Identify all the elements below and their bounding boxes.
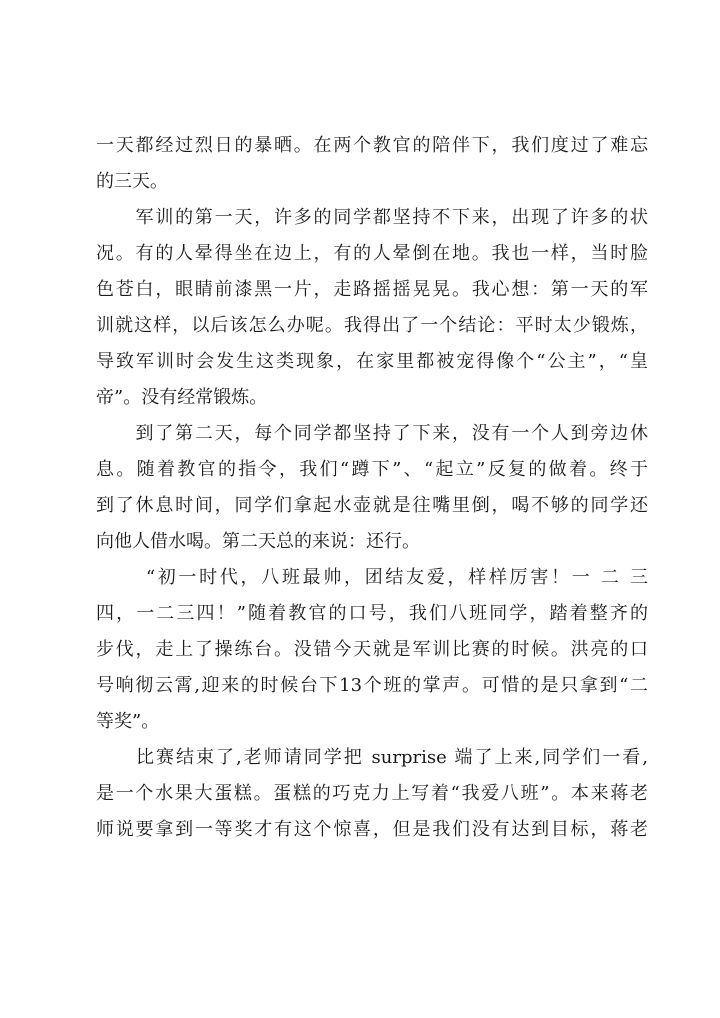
text-line: 是一个水果大蛋糕。蛋糕的巧克力上写着“我爱八班”。本来蒋老 (96, 783, 648, 804)
text-line: 况。有的人晕得坐在边上，有的人晕倒在地。我也一样，当时脸 (96, 243, 648, 264)
text-line: “初一时代，八班最帅，团结友爱，样样厉害！一 二 三 (96, 567, 648, 588)
essay-body (96, 128, 648, 848)
text-line: 比赛结束了,老师请同学把 surprise 端了上来,同学们一看, (96, 747, 648, 768)
text-line: 训就这样，以后该怎么办呢。我得出了一个结论：平时太少锻炼， (96, 315, 648, 336)
text-line: 军训的第一天，许多的同学都坚持不下来，出现了许多的状 (96, 207, 648, 228)
text-line: 一天都经过烈日的暴晒。在两个教官的陪伴下，我们度过了难忘 (96, 135, 648, 156)
text-line: 到了休息时间，同学们拿起水壶就是往嘴里倒，喝不够的同学还 (96, 495, 648, 516)
text-line: 号响彻云霄,迎来的时候台下13个班的掌声。可惜的是只拿到“二 (96, 675, 648, 696)
text-line: 帝”。没有经常锻炼。 (96, 387, 268, 408)
text-line: 师说要拿到一等奖才有这个惊喜，但是我们没有达到目标，蒋老 (96, 819, 648, 840)
text-line: 向他人借水喝。第二天总的来说：还行。 (96, 531, 420, 552)
text-line: 等奖”。 (96, 711, 160, 732)
text-line: 色苍白，眼睛前漆黑一片，走路摇摇晃晃。我心想：第一天的军 (96, 279, 648, 300)
text-line: 到了第二天，每个同学都坚持了下来，没有一个人到旁边休 (96, 423, 648, 444)
text-line: 导致军训时会发生这类现象，在家里都被宠得像个“公主”，“皇 (96, 351, 648, 372)
text-line: 步伐，走上了操练台。没错今天就是军训比赛的时候。洪亮的口 (96, 639, 648, 660)
text-line: 四，一二三四！”随着教官的口号，我们八班同学，踏着整齐的 (96, 603, 648, 624)
text-line: 息。随着教官的指令，我们“蹲下”、“起立”反复的做着。终于 (96, 459, 648, 480)
text-line: 的三天。 (96, 171, 168, 192)
